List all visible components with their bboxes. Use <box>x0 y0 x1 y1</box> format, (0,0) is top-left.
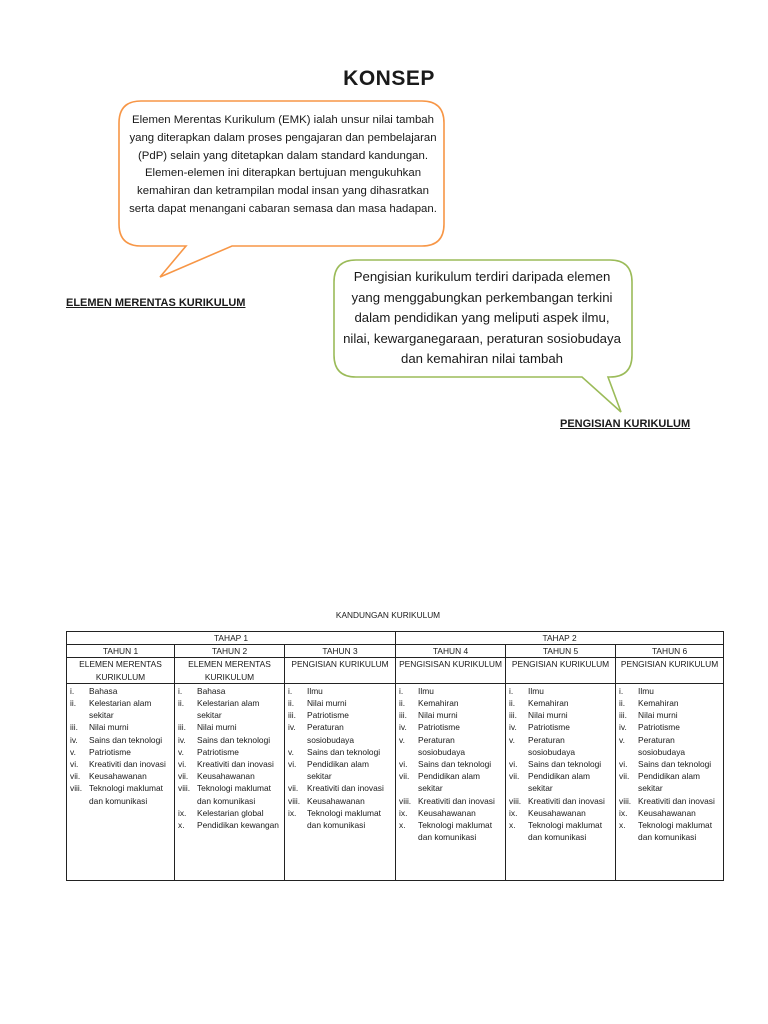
list-item <box>509 795 613 807</box>
list-item-number: ix. <box>509 807 518 818</box>
list-item-text: Nilai murni <box>197 722 237 733</box>
list-item-text: Peraturan sosiobudaya <box>638 734 686 757</box>
list-item <box>399 758 503 770</box>
list-item <box>509 807 613 819</box>
list-item <box>399 795 503 807</box>
list-item-number: vii. <box>178 771 189 782</box>
list-item <box>509 819 613 843</box>
list-item-number: x. <box>399 820 406 831</box>
list-item <box>399 697 503 709</box>
list-item-number: i. <box>509 685 514 696</box>
list-item <box>619 770 721 794</box>
items-cell-tahun-5 <box>506 683 616 880</box>
list-item <box>288 697 393 709</box>
list-item <box>619 697 721 709</box>
type-cell: PENGISIAN KURIKULUM <box>506 658 616 683</box>
list-item <box>399 709 503 721</box>
list-item-number: iv. <box>509 722 517 733</box>
list-item-text: Kemahiran <box>638 698 679 709</box>
list-item-text: Kelestarian alam sekitar <box>89 698 152 721</box>
list-item-text: Ilmu <box>528 685 544 696</box>
list-item-text: Kreativiti dan inovasi <box>418 795 495 806</box>
list-item-number: i. <box>619 685 624 696</box>
list-item-number: iv. <box>70 734 78 745</box>
type-cell: ELEMEN MERENTAS KURIKULUM <box>175 658 285 683</box>
list-item-text: Kelestarian global <box>197 807 264 818</box>
list-item-text: Teknologi maklumat dan komunikasi <box>307 807 382 831</box>
list-item-number: i. <box>288 685 293 696</box>
list-item <box>509 721 613 733</box>
list-item <box>70 721 172 733</box>
list-item <box>178 734 282 746</box>
list-item-text: Sains dan teknologi <box>418 759 492 770</box>
list-item-number: iii. <box>399 710 407 721</box>
list-item <box>178 807 282 819</box>
list-item-text: Patriotisme <box>528 722 570 733</box>
list-item-text: Teknologi maklumat dan komunikasi <box>418 820 493 843</box>
list-item-number: v. <box>399 734 405 745</box>
list-item <box>399 807 503 819</box>
list-item-number: v. <box>619 734 625 745</box>
list-item <box>619 709 721 721</box>
list-item-text: Bahasa <box>89 685 118 696</box>
list-item-number: vi. <box>399 759 408 770</box>
list-item-text: Teknologi maklumat dan komunikasi <box>89 783 164 806</box>
list-item-number: ix. <box>178 807 187 818</box>
list-item <box>619 807 721 819</box>
list-item <box>178 697 282 721</box>
list-item <box>288 721 393 745</box>
list-item-text: Pendidikan alam sekitar <box>638 771 700 794</box>
list-item-text: Ilmu <box>638 685 654 696</box>
list-item-text: Kemahiran <box>418 698 459 709</box>
list-item-number: vi. <box>619 759 628 770</box>
tahun-3-header: TAHUN 3 <box>285 645 396 658</box>
type-cell: PENGISIAN KURIKULUM <box>285 658 396 683</box>
items-cell-tahun-1 <box>67 683 175 880</box>
list-item-number: ix. <box>619 807 628 818</box>
list-item-number: ii. <box>399 698 406 709</box>
table-title: KANDUNGAN KURIKULUM <box>335 610 441 620</box>
list-item <box>178 746 282 758</box>
list-item <box>619 795 721 807</box>
list-item-number: iv. <box>288 722 296 733</box>
list-item-number: vi. <box>288 759 297 770</box>
list-item <box>399 770 503 794</box>
list-item-text: Nilai murni <box>418 710 458 721</box>
list-item-number: viii. <box>178 783 191 794</box>
list-item <box>399 721 503 733</box>
list-item-text: Kreativiti dan inovasi <box>528 795 605 806</box>
list-item-number: i. <box>399 685 404 696</box>
list-item-text: Patriotisme <box>638 722 680 733</box>
type-row <box>67 658 724 683</box>
list-item <box>619 685 721 697</box>
list-item-text: Kreativiti dan inovasi <box>89 759 166 770</box>
list-item-number: x. <box>509 820 516 831</box>
list-item <box>70 758 172 770</box>
list-item-text: Keusahawanan <box>418 807 476 818</box>
list-item-number: vii. <box>509 771 520 782</box>
list-item-text: Kemahiran <box>528 698 569 709</box>
list-item-text: Teknologi maklumat dan komunikasi <box>638 820 713 843</box>
list-item-text: Pendidikan alam sekitar <box>418 771 480 794</box>
list-item-text: Sains dan teknologi <box>638 759 712 770</box>
list-item <box>288 795 393 807</box>
list-item-text: Pendidikan alam sekitar <box>307 759 369 782</box>
list-item <box>288 807 393 831</box>
list-item-text: Patriotisme <box>197 746 239 757</box>
pk-definition-text: Pengisian kurikulum terdiri daripada elemen yang menggabungkan perkembangan terkini dalam pendidikan yang meliputi aspek ilmu, nilai, kewarganegaraan, peraturan sosiobudaya dan kemahiran nilai tambah <box>343 269 621 366</box>
list-item-number: ii. <box>288 698 295 709</box>
list-item-number: vi. <box>509 759 518 770</box>
list-item-text: Keusahawanan <box>89 771 147 782</box>
list-item-text: Nilai murni <box>307 698 347 709</box>
heading-pengisian-kurikulum: PENGISIAN KURIKULUM <box>560 418 691 430</box>
list-item-text: Nilai murni <box>528 710 568 721</box>
tahun-1-header: TAHUN 1 <box>67 645 175 658</box>
emk-definition-text: Elemen Merentas Kurikulum (EMK) ialah unsur nilai tambah yang diterapkan dalam proses pengajaran dan pembelajaran (PdP) selain yang ditetapkan dalam standard kandungan. Elemen-elemen ini diterapkan bertujuan mengukuhkan kemahiran dan ketrampilan modal insan yang dihasratkan serta dapat menangani cabaran semasa dan masa hadapan. <box>129 114 437 215</box>
heading-elemen-merentas-kurikulum: ELEMEN MERENTAS KURIKULUM <box>66 297 246 309</box>
list-item-number: vii. <box>399 771 410 782</box>
list-item-number: iii. <box>509 710 517 721</box>
list-item-text: Sains dan teknologi <box>307 746 381 757</box>
list-item-text: Kreativiti dan inovasi <box>197 759 274 770</box>
list-item <box>509 734 613 758</box>
items-row <box>67 683 724 880</box>
list-item <box>178 782 282 806</box>
list-item <box>178 770 282 782</box>
list-item-text: Peraturan sosiobudaya <box>307 722 355 745</box>
list-item-number: ix. <box>288 807 297 818</box>
list-item <box>509 685 613 697</box>
list-item <box>509 758 613 770</box>
list-item-text: Pendidikan kewangan <box>197 820 279 831</box>
list-item <box>178 819 282 831</box>
list-item-text: Sains dan teknologi <box>528 759 602 770</box>
list-item-text: Kreativiti dan inovasi <box>307 783 384 794</box>
list-item-number: v. <box>178 746 184 757</box>
list-item-text: Keusahawanan <box>197 771 255 782</box>
list-item-text: Ilmu <box>307 685 323 696</box>
list-item-number: iii. <box>619 710 627 721</box>
list-item-number: iii. <box>288 710 296 721</box>
list-item-number: x. <box>619 820 626 831</box>
list-item <box>288 746 393 758</box>
list-item <box>619 734 721 758</box>
list-item-number: ix. <box>399 807 408 818</box>
list-item-number: viii. <box>288 795 301 806</box>
list-item-text: Ilmu <box>418 685 434 696</box>
list-item <box>178 758 282 770</box>
list-item-number: iv. <box>619 722 627 733</box>
list-item-number: vii. <box>619 771 630 782</box>
tahun-row <box>67 645 724 658</box>
list-item-number: v. <box>509 734 515 745</box>
type-cell: PENGISISAN KURIKULUM <box>396 658 506 683</box>
list-item <box>70 746 172 758</box>
tahun-5-header: TAHUN 5 <box>506 645 616 658</box>
page-title: KONSEP <box>343 67 435 90</box>
tahun-2-header: TAHUN 2 <box>175 645 285 658</box>
list-item-text: Kelestarian alam sekitar <box>197 698 260 721</box>
tahap-1-header: TAHAP 1 <box>67 632 396 645</box>
list-item-number: viii. <box>70 783 83 794</box>
list-item-number: x. <box>178 820 185 831</box>
tahun-6-header: TAHUN 6 <box>616 645 724 658</box>
list-item <box>288 685 393 697</box>
list-item <box>70 770 172 782</box>
list-item-number: iii. <box>70 722 78 733</box>
list-item-text: Teknologi maklumat dan komunikasi <box>528 820 603 843</box>
list-item-text: Keusahawanan <box>528 807 586 818</box>
list-item-number: i. <box>178 685 183 696</box>
tahap-row <box>67 632 724 645</box>
tahap-2-header: TAHAP 2 <box>396 632 724 645</box>
list-item <box>70 697 172 721</box>
list-item-text: Sains dan teknologi <box>197 734 271 745</box>
list-item-text: Keusahawanan <box>638 807 696 818</box>
list-item-text: Patriotisme <box>89 746 131 757</box>
list-item-text: Peraturan sosiobudaya <box>418 734 466 757</box>
type-cell: PENGISIAN KURIKULUM <box>616 658 724 683</box>
list-item-number: iv. <box>178 734 186 745</box>
items-cell-tahun-4 <box>396 683 506 880</box>
list-item-number: iv. <box>399 722 407 733</box>
items-cell-tahun-6 <box>616 683 724 880</box>
list-item-number: vii. <box>288 783 299 794</box>
list-item-number: v. <box>70 746 76 757</box>
list-item <box>619 758 721 770</box>
list-item <box>288 709 393 721</box>
list-item-number: ii. <box>509 698 516 709</box>
list-item-number: ii. <box>178 698 185 709</box>
list-item <box>619 819 721 843</box>
list-item <box>70 685 172 697</box>
list-item <box>70 782 172 806</box>
list-item-number: v. <box>288 746 294 757</box>
list-item-number: viii. <box>509 795 522 806</box>
list-item-text: Patriotisme <box>307 710 349 721</box>
list-item <box>399 734 503 758</box>
list-item <box>178 685 282 697</box>
list-item <box>509 697 613 709</box>
list-item-text: Kreativiti dan inovasi <box>638 795 715 806</box>
list-item-number: ii. <box>70 698 77 709</box>
list-item <box>178 721 282 733</box>
list-item-text: Pendidikan alam sekitar <box>528 771 590 794</box>
list-item <box>399 685 503 697</box>
list-item <box>288 758 393 782</box>
list-item-text: Teknologi maklumat dan komunikasi <box>197 783 272 806</box>
list-item-text: Patriotisme <box>418 722 460 733</box>
list-item-text: Sains dan teknologi <box>89 734 163 745</box>
list-item-number: i. <box>70 685 75 696</box>
list-item <box>399 819 503 843</box>
list-item-text: Keusahawanan <box>307 795 365 806</box>
curriculum-table <box>66 631 724 881</box>
list-item-number: viii. <box>399 795 412 806</box>
items-cell-tahun-3 <box>285 683 396 880</box>
list-item-text: Bahasa <box>197 685 226 696</box>
list-item-text: Nilai murni <box>638 710 678 721</box>
list-item-number: iii. <box>178 722 186 733</box>
list-item-number: viii. <box>619 795 632 806</box>
list-item-text: Nilai murni <box>89 722 129 733</box>
list-item-number: vi. <box>178 759 187 770</box>
list-item-text: Peraturan sosiobudaya <box>528 734 576 757</box>
list-item <box>619 721 721 733</box>
list-item-number: vii. <box>70 771 81 782</box>
list-item <box>509 770 613 794</box>
list-item <box>509 709 613 721</box>
tahun-4-header: TAHUN 4 <box>396 645 506 658</box>
list-item <box>288 782 393 794</box>
list-item <box>70 734 172 746</box>
list-item-number: vi. <box>70 759 79 770</box>
list-item-number: ii. <box>619 698 626 709</box>
type-cell: ELEMEN MERENTAS KURIKULUM <box>67 658 175 683</box>
items-cell-tahun-2 <box>175 683 285 880</box>
